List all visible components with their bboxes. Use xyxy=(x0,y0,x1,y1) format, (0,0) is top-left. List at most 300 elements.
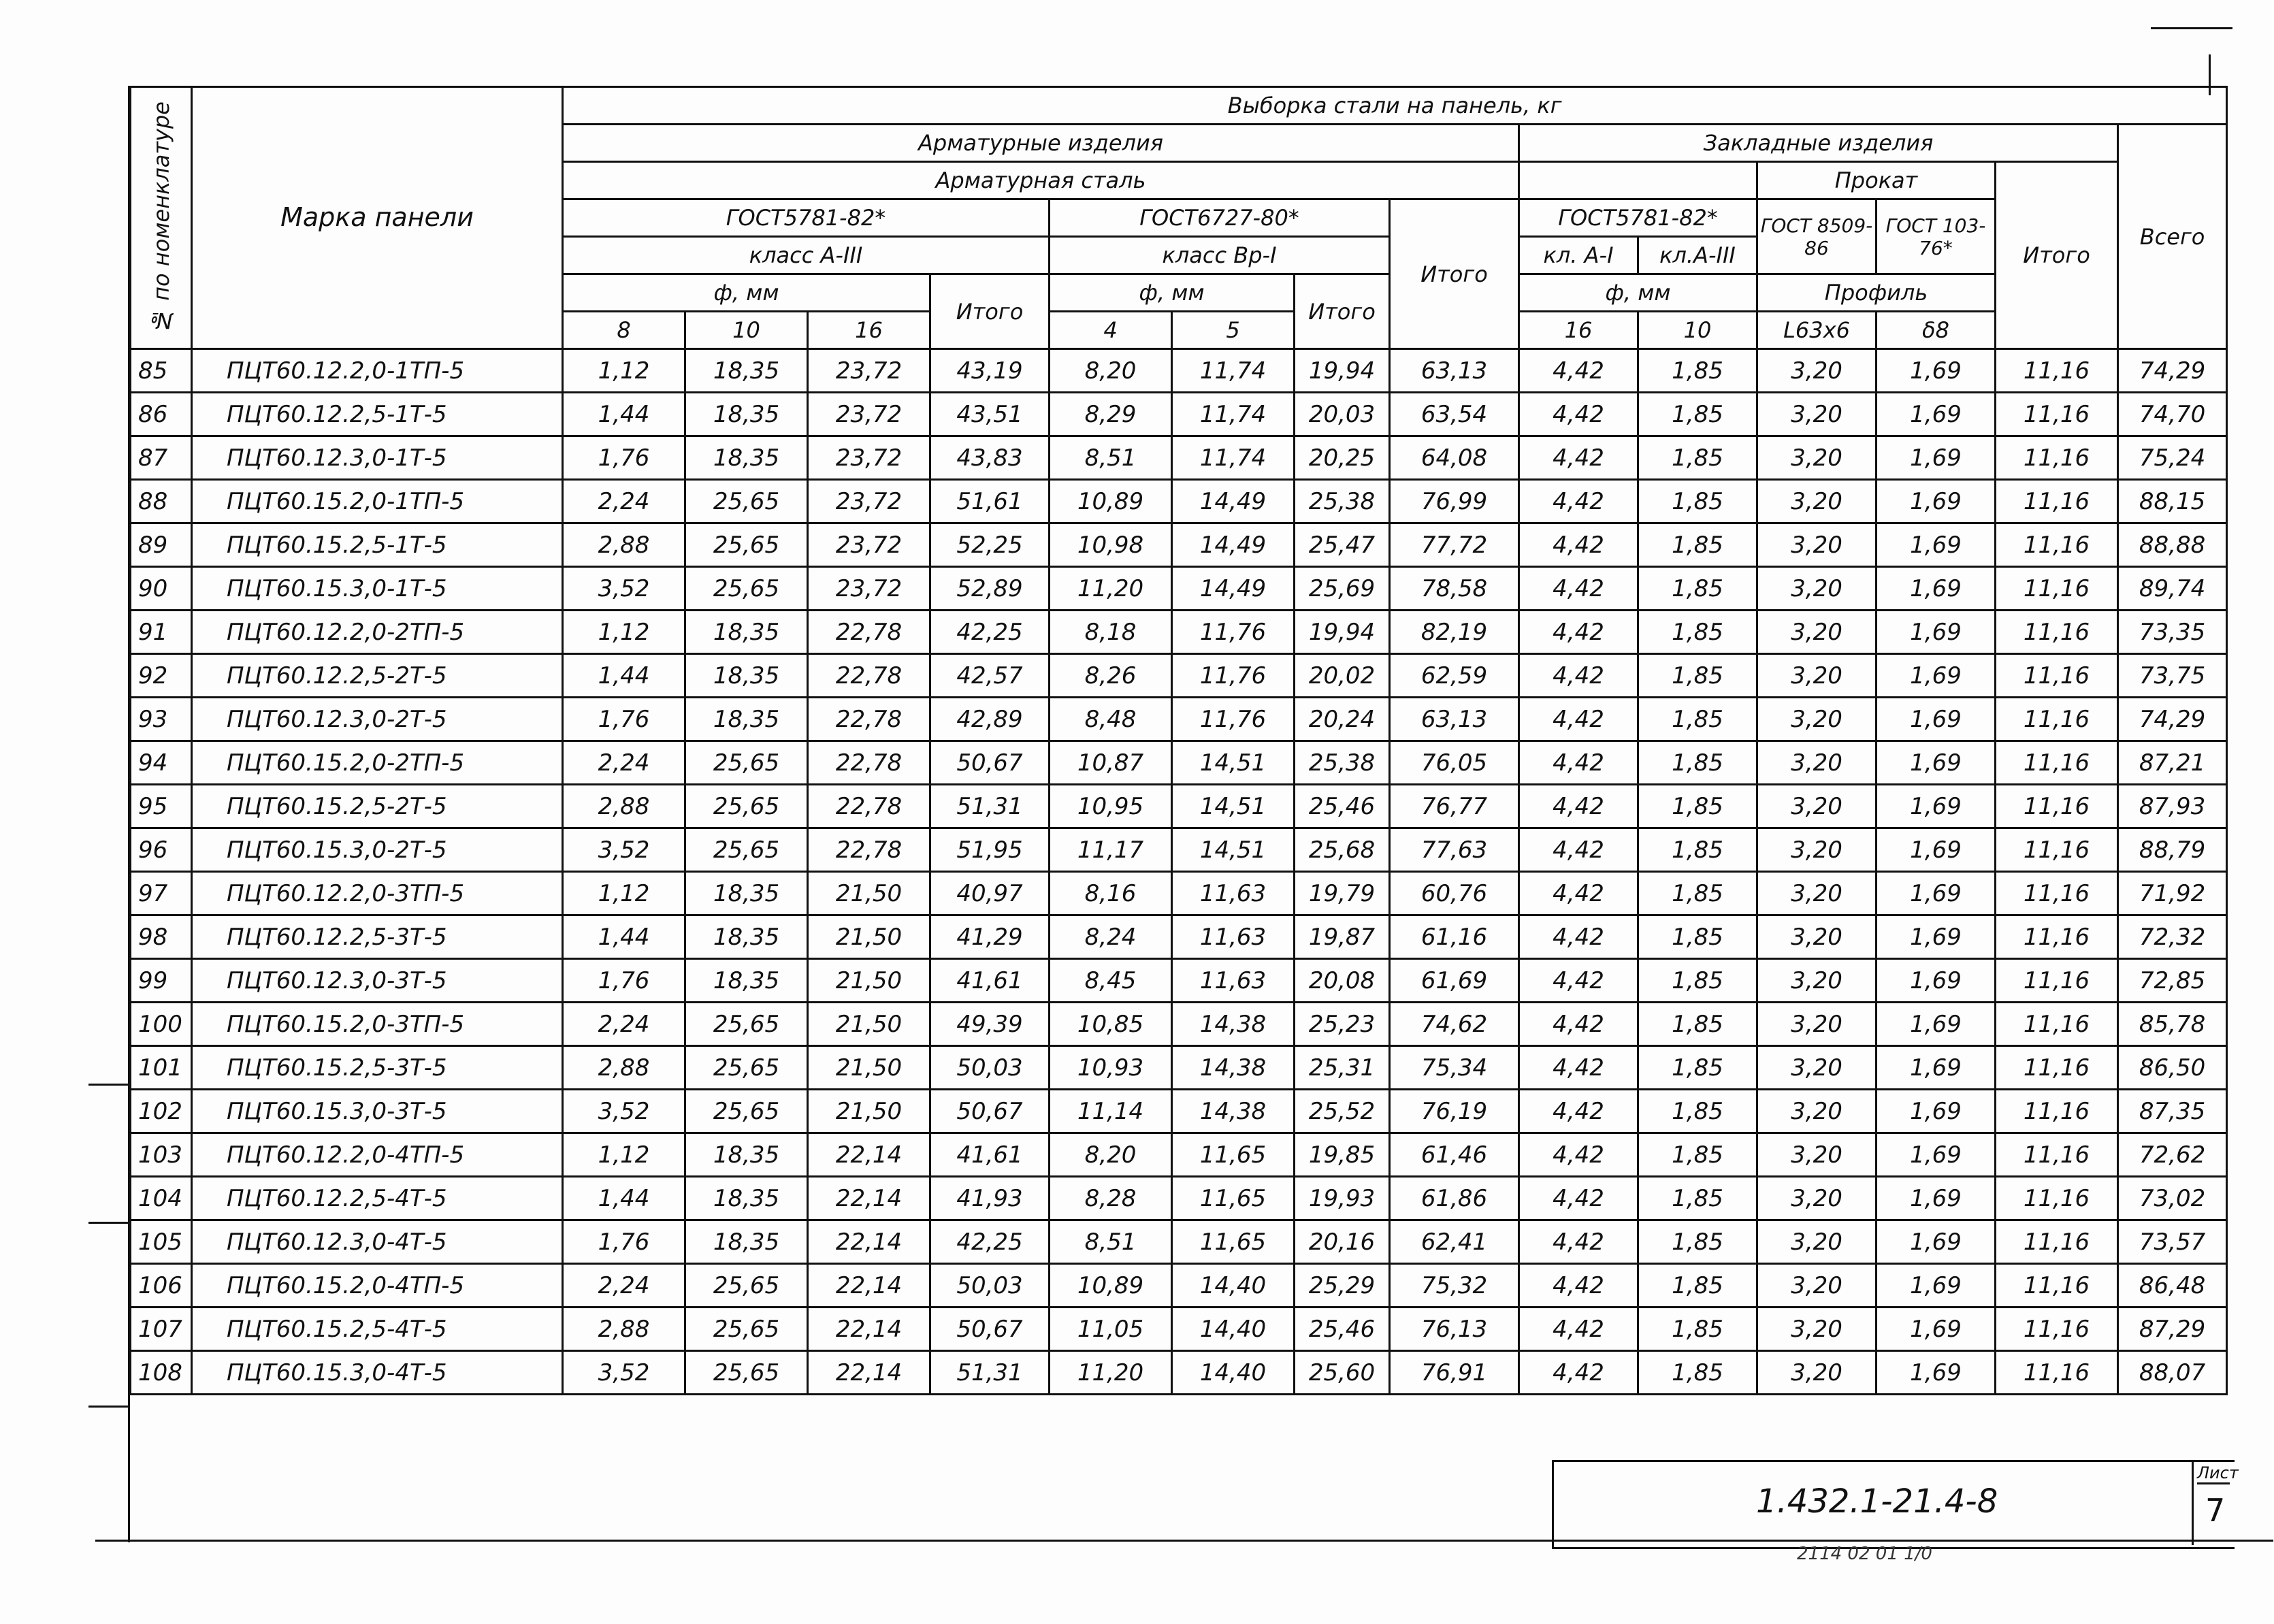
table-cell: 63,13 xyxy=(1390,698,1519,741)
table-cell: 76,99 xyxy=(1390,480,1519,523)
table-cell: 1,69 xyxy=(1877,523,1996,567)
table-cell: 20,16 xyxy=(1295,1220,1390,1264)
table-cell: 1,76 xyxy=(563,959,685,1003)
panel-mark: ПЦТ60.15.2,5-4Т-5 xyxy=(192,1308,563,1351)
table-cell: 1,85 xyxy=(1638,1046,1757,1090)
table-cell: 14,49 xyxy=(1172,480,1295,523)
panel-mark: ПЦТ60.12.2,0-2ТП-5 xyxy=(192,611,563,654)
header-profile-angle: L63x6 xyxy=(1757,312,1877,349)
header-emb-total: Итого xyxy=(1996,162,2118,349)
table-cell: 25,38 xyxy=(1295,480,1390,523)
table-cell: 82,19 xyxy=(1390,611,1519,654)
table-cell: 41,61 xyxy=(930,1133,1050,1177)
table-cell: 87,93 xyxy=(2118,785,2227,828)
table-cell: 11,16 xyxy=(1996,611,2118,654)
panel-mark: ПЦТ60.15.2,5-3Т-5 xyxy=(192,1046,563,1090)
document-code: 1.432.1-21.4-8 xyxy=(1756,1482,1998,1521)
table-cell: 8,20 xyxy=(1050,349,1172,393)
table-cell: 4,42 xyxy=(1519,1308,1638,1351)
table-cell: 19,87 xyxy=(1295,915,1390,959)
table-cell: 1,69 xyxy=(1877,1308,1996,1351)
table-row xyxy=(131,828,2227,872)
sheet-label: Лист xyxy=(2197,1463,2230,1484)
table-cell: 4,42 xyxy=(1519,698,1638,741)
table-cell: 1,85 xyxy=(1638,741,1757,785)
table-cell: 1,12 xyxy=(563,349,685,393)
row-number: 100 xyxy=(131,1003,192,1046)
table-cell: 22,14 xyxy=(808,1220,930,1264)
header-dia-a: ф, мм xyxy=(563,274,930,312)
table-cell: 1,85 xyxy=(1638,785,1757,828)
table-cell: 11,16 xyxy=(1996,872,2118,915)
table-cell: 3,20 xyxy=(1757,698,1877,741)
table-cell: 4,42 xyxy=(1519,349,1638,393)
table-cell: 11,76 xyxy=(1172,654,1295,698)
table-cell: 11,20 xyxy=(1050,1351,1172,1395)
row-number: 91 xyxy=(131,611,192,654)
table-cell: 4,42 xyxy=(1519,915,1638,959)
row-number: 94 xyxy=(131,741,192,785)
table-cell: 2,88 xyxy=(563,1046,685,1090)
table-cell: 1,85 xyxy=(1638,567,1757,611)
table-cell: 3,20 xyxy=(1757,480,1877,523)
table-cell: 19,93 xyxy=(1295,1177,1390,1220)
header-class-a: класс А-III xyxy=(563,237,1050,274)
table-row xyxy=(131,1264,2227,1308)
table-cell: 25,65 xyxy=(685,741,808,785)
table-cell: 52,25 xyxy=(930,523,1050,567)
table-cell: 25,65 xyxy=(685,1090,808,1133)
table-cell: 41,93 xyxy=(930,1177,1050,1220)
table-cell: 25,46 xyxy=(1295,1308,1390,1351)
table-cell: 4,42 xyxy=(1519,959,1638,1003)
table-cell: 11,16 xyxy=(1996,1090,2118,1133)
table-cell: 18,35 xyxy=(685,872,808,915)
panel-mark: ПЦТ60.12.3,0-4Т-5 xyxy=(192,1220,563,1264)
panel-mark: ПЦТ60.15.2,0-1ТП-5 xyxy=(192,480,563,523)
table-cell: 21,50 xyxy=(808,1090,930,1133)
table-cell: 11,63 xyxy=(1172,872,1295,915)
table-cell: 1,85 xyxy=(1638,915,1757,959)
table-cell: 11,16 xyxy=(1996,1308,2118,1351)
table-cell: 4,42 xyxy=(1519,828,1638,872)
table-cell: 14,51 xyxy=(1172,741,1295,785)
table-cell: 50,03 xyxy=(930,1264,1050,1308)
table-row xyxy=(131,611,2227,654)
table-row xyxy=(131,872,2227,915)
table-cell: 4,42 xyxy=(1519,1264,1638,1308)
table-cell: 23,72 xyxy=(808,393,930,436)
table-cell: 19,85 xyxy=(1295,1133,1390,1177)
header-profile-plate: δ8 xyxy=(1877,312,1996,349)
margin-tick xyxy=(88,1084,129,1086)
table-cell: 23,72 xyxy=(808,349,930,393)
table-cell: 1,69 xyxy=(1877,1090,1996,1133)
table-cell: 10,89 xyxy=(1050,1264,1172,1308)
table-cell: 11,16 xyxy=(1996,959,2118,1003)
table-cell: 76,13 xyxy=(1390,1308,1519,1351)
table-cell: 1,69 xyxy=(1877,611,1996,654)
table-cell: 25,65 xyxy=(685,1351,808,1395)
table-cell: 8,20 xyxy=(1050,1133,1172,1177)
table-cell: 22,78 xyxy=(808,654,930,698)
table-cell: 42,89 xyxy=(930,698,1050,741)
table-cell: 8,29 xyxy=(1050,393,1172,436)
table-cell: 18,35 xyxy=(685,654,808,698)
table-cell: 1,85 xyxy=(1638,1133,1757,1177)
table-cell: 25,38 xyxy=(1295,741,1390,785)
table-cell: 1,85 xyxy=(1638,480,1757,523)
table-cell: 85,78 xyxy=(2118,1003,2227,1046)
table-cell: 18,35 xyxy=(685,393,808,436)
table-cell: 1,44 xyxy=(563,393,685,436)
table-cell: 3,52 xyxy=(563,567,685,611)
header-d4: 4 xyxy=(1050,312,1172,349)
table-cell: 25,65 xyxy=(685,567,808,611)
table-cell: 11,16 xyxy=(1996,654,2118,698)
table-cell: 87,35 xyxy=(2118,1090,2227,1133)
header-class-b: класс Вр-I xyxy=(1050,237,1390,274)
table-cell: 3,20 xyxy=(1757,1003,1877,1046)
row-number: 90 xyxy=(131,567,192,611)
table-cell: 14,40 xyxy=(1172,1351,1295,1395)
table-cell: 8,48 xyxy=(1050,698,1172,741)
row-number: 98 xyxy=(131,915,192,959)
table-cell: 50,03 xyxy=(930,1046,1050,1090)
table-cell: 61,69 xyxy=(1390,959,1519,1003)
table-cell: 61,46 xyxy=(1390,1133,1519,1177)
table-cell: 4,42 xyxy=(1519,611,1638,654)
header-class-a1: кл. А-I xyxy=(1519,237,1638,274)
table-cell: 10,98 xyxy=(1050,523,1172,567)
table-cell: 20,03 xyxy=(1295,393,1390,436)
table-cell: 11,63 xyxy=(1172,959,1295,1003)
table-cell: 1,12 xyxy=(563,872,685,915)
table-row xyxy=(131,1177,2227,1220)
header-e10: 10 xyxy=(1638,312,1757,349)
table-cell: 11,16 xyxy=(1996,1351,2118,1395)
frame-top-line xyxy=(2151,27,2232,29)
table-row xyxy=(131,1003,2227,1046)
table-cell: 11,16 xyxy=(1996,523,2118,567)
table-cell: 1,85 xyxy=(1638,698,1757,741)
panel-mark: ПЦТ60.12.2,5-1Т-5 xyxy=(192,393,563,436)
table-cell: 1,76 xyxy=(563,698,685,741)
table-cell: 3,20 xyxy=(1757,741,1877,785)
table-cell: 87,21 xyxy=(2118,741,2227,785)
table-cell: 76,05 xyxy=(1390,741,1519,785)
header-arm-steel-emb xyxy=(1519,162,1757,199)
panel-mark: ПЦТ60.15.2,0-3ТП-5 xyxy=(192,1003,563,1046)
table-cell: 1,85 xyxy=(1638,959,1757,1003)
table-cell: 11,74 xyxy=(1172,393,1295,436)
table-cell: 76,91 xyxy=(1390,1351,1519,1395)
table-cell: 22,14 xyxy=(808,1308,930,1351)
table-cell: 21,50 xyxy=(808,1046,930,1090)
table-cell: 10,93 xyxy=(1050,1046,1172,1090)
header-d8: 8 xyxy=(563,312,685,349)
table-cell: 50,67 xyxy=(930,741,1050,785)
table-cell: 18,35 xyxy=(685,915,808,959)
table-cell: 1,85 xyxy=(1638,611,1757,654)
table-cell: 20,25 xyxy=(1295,436,1390,480)
table-cell: 11,76 xyxy=(1172,698,1295,741)
table-cell: 1,69 xyxy=(1877,480,1996,523)
table-cell: 1,44 xyxy=(563,915,685,959)
table-cell: 1,69 xyxy=(1877,1177,1996,1220)
table-cell: 1,69 xyxy=(1877,1046,1996,1090)
table-cell: 1,69 xyxy=(1877,1133,1996,1177)
table-cell: 11,16 xyxy=(1996,1003,2118,1046)
table-row xyxy=(131,1308,2227,1351)
table-cell: 1,69 xyxy=(1877,741,1996,785)
table-cell: 4,42 xyxy=(1519,1046,1638,1090)
table-cell: 11,16 xyxy=(1996,1133,2118,1177)
row-number: 95 xyxy=(131,785,192,828)
table-cell: 14,51 xyxy=(1172,785,1295,828)
table-row xyxy=(131,393,2227,436)
table-cell: 8,51 xyxy=(1050,1220,1172,1264)
header-embedded-items: Закладные изделия xyxy=(1519,125,2118,162)
table-cell: 25,46 xyxy=(1295,785,1390,828)
table-cell: 61,16 xyxy=(1390,915,1519,959)
row-number: 107 xyxy=(131,1308,192,1351)
table-cell: 14,38 xyxy=(1172,1003,1295,1046)
table-cell: 42,25 xyxy=(930,611,1050,654)
table-cell: 1,85 xyxy=(1638,349,1757,393)
table-cell: 25,65 xyxy=(685,1264,808,1308)
header-dia-c: ф, мм xyxy=(1519,274,1757,312)
header-profile: Профиль xyxy=(1757,274,1996,312)
panel-mark: ПЦТ60.15.3,0-2Т-5 xyxy=(192,828,563,872)
table-cell: 11,63 xyxy=(1172,915,1295,959)
margin-tick xyxy=(88,1222,129,1224)
table-cell: 89,74 xyxy=(2118,567,2227,611)
table-cell: 18,35 xyxy=(685,611,808,654)
column-header-panel-mark: Марка панели xyxy=(192,87,563,349)
table-cell: 25,52 xyxy=(1295,1090,1390,1133)
table-cell: 22,78 xyxy=(808,828,930,872)
table-cell: 10,87 xyxy=(1050,741,1172,785)
table-cell: 21,50 xyxy=(808,1003,930,1046)
table-cell: 25,29 xyxy=(1295,1264,1390,1308)
panel-mark: ПЦТ60.12.3,0-1Т-5 xyxy=(192,436,563,480)
table-cell: 73,35 xyxy=(2118,611,2227,654)
header-d5: 5 xyxy=(1172,312,1295,349)
table-cell: 72,85 xyxy=(2118,959,2227,1003)
table-cell: 3,20 xyxy=(1757,436,1877,480)
row-number: 92 xyxy=(131,654,192,698)
table-cell: 73,57 xyxy=(2118,1220,2227,1264)
panel-mark: ПЦТ60.12.2,5-2Т-5 xyxy=(192,654,563,698)
table-cell: 63,13 xyxy=(1390,349,1519,393)
table-cell: 74,29 xyxy=(2118,698,2227,741)
table-cell: 3,52 xyxy=(563,1351,685,1395)
table-cell: 1,76 xyxy=(563,1220,685,1264)
table-cell: 4,42 xyxy=(1519,1177,1638,1220)
table-cell: 73,75 xyxy=(2118,654,2227,698)
table-cell: 51,61 xyxy=(930,480,1050,523)
header-e16: 16 xyxy=(1519,312,1638,349)
table-cell: 1,76 xyxy=(563,436,685,480)
table-cell: 19,79 xyxy=(1295,872,1390,915)
table-cell: 1,85 xyxy=(1638,1351,1757,1395)
table-cell: 22,14 xyxy=(808,1351,930,1395)
table-cell: 18,35 xyxy=(685,1177,808,1220)
table-cell: 11,16 xyxy=(1996,567,2118,611)
header-gost-a: ГОСТ5781-82* xyxy=(563,199,1050,237)
table-cell: 11,16 xyxy=(1996,436,2118,480)
table-cell: 1,85 xyxy=(1638,654,1757,698)
row-number: 108 xyxy=(131,1351,192,1395)
panel-mark: ПЦТ60.15.3,0-4Т-5 xyxy=(192,1351,563,1395)
table-cell: 21,50 xyxy=(808,915,930,959)
header-gost-d: ГОСТ 8509-86 xyxy=(1757,199,1877,274)
table-cell: 72,62 xyxy=(2118,1133,2227,1177)
table-cell: 3,20 xyxy=(1757,523,1877,567)
table-cell: 25,65 xyxy=(685,1003,808,1046)
table-cell: 11,74 xyxy=(1172,349,1295,393)
table-cell: 77,63 xyxy=(1390,828,1519,872)
table-cell: 22,14 xyxy=(808,1177,930,1220)
table-cell: 76,19 xyxy=(1390,1090,1519,1133)
table-cell: 11,16 xyxy=(1996,1177,2118,1220)
table-cell: 2,88 xyxy=(563,1308,685,1351)
table-row xyxy=(131,480,2227,523)
table-cell: 3,20 xyxy=(1757,1308,1877,1351)
table-cell: 14,38 xyxy=(1172,1046,1295,1090)
table-cell: 3,20 xyxy=(1757,654,1877,698)
table-cell: 87,29 xyxy=(2118,1308,2227,1351)
table-cell: 1,69 xyxy=(1877,828,1996,872)
table-cell: 18,35 xyxy=(685,1220,808,1264)
table-row xyxy=(131,1090,2227,1133)
table-cell: 1,69 xyxy=(1877,1220,1996,1264)
table-row xyxy=(131,654,2227,698)
table-cell: 42,57 xyxy=(930,654,1050,698)
table-row xyxy=(131,567,2227,611)
table-row xyxy=(131,349,2227,393)
table-row xyxy=(131,959,2227,1003)
table-cell: 2,88 xyxy=(563,523,685,567)
table-cell: 1,69 xyxy=(1877,915,1996,959)
table-cell: 1,85 xyxy=(1638,828,1757,872)
table-cell: 43,19 xyxy=(930,349,1050,393)
table-cell: 11,16 xyxy=(1996,915,2118,959)
table-cell: 74,29 xyxy=(2118,349,2227,393)
row-number: 87 xyxy=(131,436,192,480)
table-cell: 1,69 xyxy=(1877,654,1996,698)
table-cell: 8,51 xyxy=(1050,436,1172,480)
table-cell: 8,45 xyxy=(1050,959,1172,1003)
table-cell: 10,85 xyxy=(1050,1003,1172,1046)
table-cell: 22,78 xyxy=(808,741,930,785)
table-cell: 40,97 xyxy=(930,872,1050,915)
table-cell: 14,49 xyxy=(1172,567,1295,611)
table-cell: 10,95 xyxy=(1050,785,1172,828)
table-cell: 20,24 xyxy=(1295,698,1390,741)
header-d10: 10 xyxy=(685,312,808,349)
panel-mark: ПЦТ60.12.3,0-3Т-5 xyxy=(192,959,563,1003)
table-cell: 18,35 xyxy=(685,698,808,741)
table-cell: 1,69 xyxy=(1877,567,1996,611)
table-cell: 4,42 xyxy=(1519,785,1638,828)
table-cell: 8,28 xyxy=(1050,1177,1172,1220)
table-cell: 1,69 xyxy=(1877,959,1996,1003)
table-cell: 1,69 xyxy=(1877,698,1996,741)
table-cell: 11,16 xyxy=(1996,1046,2118,1090)
table-cell: 2,88 xyxy=(563,785,685,828)
table-cell: 3,20 xyxy=(1757,1046,1877,1090)
table-cell: 11,16 xyxy=(1996,828,2118,872)
header-gost-b: ГОСТ6727-80* xyxy=(1050,199,1390,237)
table-cell: 3,20 xyxy=(1757,872,1877,915)
table-cell: 61,86 xyxy=(1390,1177,1519,1220)
table-row xyxy=(131,698,2227,741)
header-rolled: Прокат xyxy=(1757,162,1996,199)
panel-mark: ПЦТ60.15.3,0-1Т-5 xyxy=(192,567,563,611)
table-cell: 11,20 xyxy=(1050,567,1172,611)
table-cell: 19,94 xyxy=(1295,611,1390,654)
table-cell: 4,42 xyxy=(1519,1003,1638,1046)
header-gost-e: ГОСТ 103-76* xyxy=(1877,199,1996,274)
header-grand-total: Всего xyxy=(2118,125,2227,349)
header-steel-sample: Выборка стали на панель, кг xyxy=(563,87,2227,125)
header-arm-steel: Арматурная сталь xyxy=(563,162,1519,199)
row-number: 104 xyxy=(131,1177,192,1220)
table-cell: 1,85 xyxy=(1638,872,1757,915)
table-cell: 11,16 xyxy=(1996,393,2118,436)
table-cell: 4,42 xyxy=(1519,872,1638,915)
table-cell: 4,42 xyxy=(1519,393,1638,436)
table-cell: 14,51 xyxy=(1172,828,1295,872)
table-cell: 22,78 xyxy=(808,611,930,654)
table-row xyxy=(131,436,2227,480)
table-cell: 41,29 xyxy=(930,915,1050,959)
table-cell: 2,24 xyxy=(563,741,685,785)
panel-mark: ПЦТ60.15.2,0-2ТП-5 xyxy=(192,741,563,785)
table-cell: 88,79 xyxy=(2118,828,2227,872)
table-cell: 11,16 xyxy=(1996,785,2118,828)
table-cell: 11,16 xyxy=(1996,349,2118,393)
table-cell: 2,24 xyxy=(563,1264,685,1308)
table-cell: 3,20 xyxy=(1757,1264,1877,1308)
table-cell: 1,69 xyxy=(1877,1003,1996,1046)
table-cell: 1,69 xyxy=(1877,393,1996,436)
table-cell: 3,20 xyxy=(1757,959,1877,1003)
table-cell: 21,50 xyxy=(808,872,930,915)
table-cell: 20,08 xyxy=(1295,959,1390,1003)
panel-mark: ПЦТ60.12.3,0-2Т-5 xyxy=(192,698,563,741)
table-cell: 1,69 xyxy=(1877,1264,1996,1308)
table-cell: 86,48 xyxy=(2118,1264,2227,1308)
bottom-frame-line xyxy=(95,1540,2273,1542)
table-cell: 60,76 xyxy=(1390,872,1519,915)
table-cell: 3,20 xyxy=(1757,828,1877,872)
table-cell: 86,50 xyxy=(2118,1046,2227,1090)
table-cell: 2,24 xyxy=(563,1003,685,1046)
table-cell: 11,16 xyxy=(1996,741,2118,785)
table-cell: 4,42 xyxy=(1519,741,1638,785)
table-cell: 50,67 xyxy=(930,1090,1050,1133)
table-row xyxy=(131,1133,2227,1177)
table-row xyxy=(131,1046,2227,1090)
table-cell: 76,77 xyxy=(1390,785,1519,828)
table-cell: 11,16 xyxy=(1996,1264,2118,1308)
table-cell: 4,42 xyxy=(1519,1090,1638,1133)
table-cell: 11,16 xyxy=(1996,698,2118,741)
table-row xyxy=(131,523,2227,567)
